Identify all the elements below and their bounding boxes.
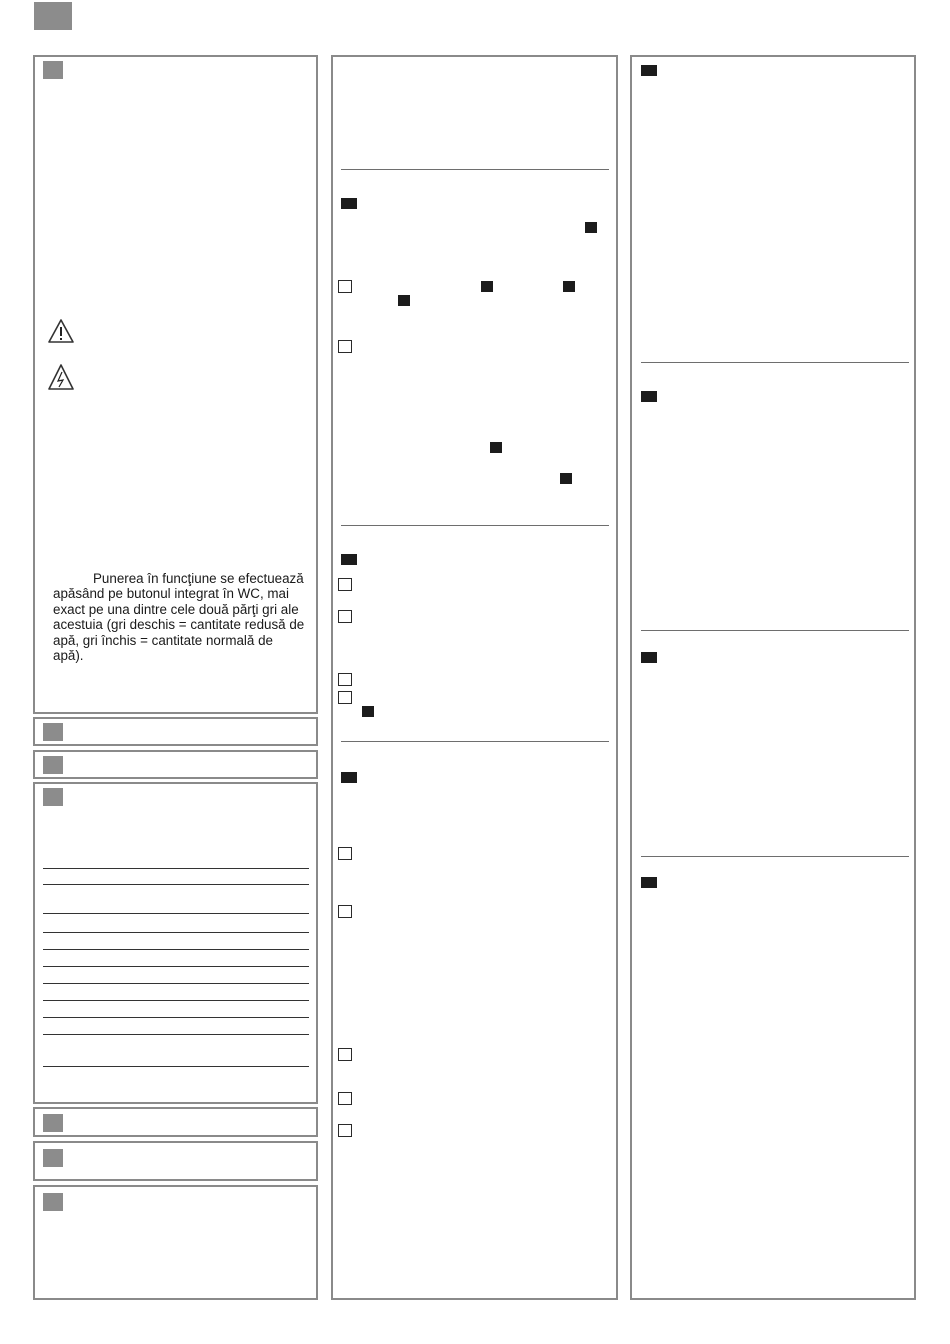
left-small-panel-3 (33, 1107, 318, 1137)
table-rule (43, 1017, 309, 1018)
section-divider (641, 362, 909, 363)
figure-ref-marker (560, 473, 572, 484)
section-marker (641, 877, 657, 888)
left-main-panel (33, 55, 318, 714)
checkbox[interactable] (338, 280, 352, 293)
section-marker (341, 772, 357, 783)
flush-instruction-text: Punerea în funcţiune se efectuează apăsând pe butonul integrat în WC, mai exact pe una dintre cele două părţi gri ale acestuia (gri deschis = cantitate redusă de apă, gri închis = cantitate normală de apă). (53, 571, 305, 664)
section-marker (641, 652, 657, 663)
table-rule (43, 913, 309, 914)
checkbox[interactable] (338, 1048, 352, 1061)
section-marker (341, 554, 357, 565)
checkbox[interactable] (338, 847, 352, 860)
section-marker (341, 198, 357, 209)
table-rule (43, 932, 309, 933)
middle-panel (331, 55, 618, 1300)
section-divider (641, 630, 909, 631)
figure-ref-marker (481, 281, 493, 292)
checkbox[interactable] (338, 691, 352, 704)
section-divider (341, 169, 609, 170)
checkbox[interactable] (338, 673, 352, 686)
section-divider (641, 856, 909, 857)
section-marker (43, 723, 63, 741)
section-marker (641, 65, 657, 76)
table-rule (43, 966, 309, 967)
table-rule (43, 1066, 309, 1067)
section-marker (43, 756, 63, 774)
figure-ref-marker (563, 281, 575, 292)
section-marker (43, 61, 63, 79)
table-rule (43, 949, 309, 950)
table-rule (43, 868, 309, 869)
table-rule (43, 983, 309, 984)
figure-ref-marker (398, 295, 410, 306)
right-panel (630, 55, 916, 1300)
warning-triangle-icon (47, 318, 75, 344)
figure-ref-marker (490, 442, 502, 453)
checkbox[interactable] (338, 610, 352, 623)
checkbox[interactable] (338, 1124, 352, 1137)
checkbox[interactable] (338, 1092, 352, 1105)
figure-ref-marker (362, 706, 374, 717)
section-divider (341, 525, 609, 526)
checkbox[interactable] (338, 578, 352, 591)
section-divider (341, 741, 609, 742)
checkbox[interactable] (338, 340, 352, 353)
section-marker (43, 1193, 63, 1211)
section-marker (43, 1114, 63, 1132)
left-table-panel (33, 782, 318, 1104)
left-bottom-panel (33, 1185, 318, 1300)
table-rule (43, 884, 309, 885)
checkbox[interactable] (338, 905, 352, 918)
header-marker (34, 2, 72, 30)
left-small-panel-1 (33, 717, 318, 746)
figure-ref-marker (585, 222, 597, 233)
section-marker (43, 1149, 63, 1167)
table-rule (43, 1000, 309, 1001)
left-small-panel-4 (33, 1141, 318, 1181)
section-marker (43, 788, 63, 806)
left-small-panel-2 (33, 750, 318, 779)
table-rule (43, 1034, 309, 1035)
electrical-hazard-icon (47, 363, 75, 391)
section-marker (641, 391, 657, 402)
